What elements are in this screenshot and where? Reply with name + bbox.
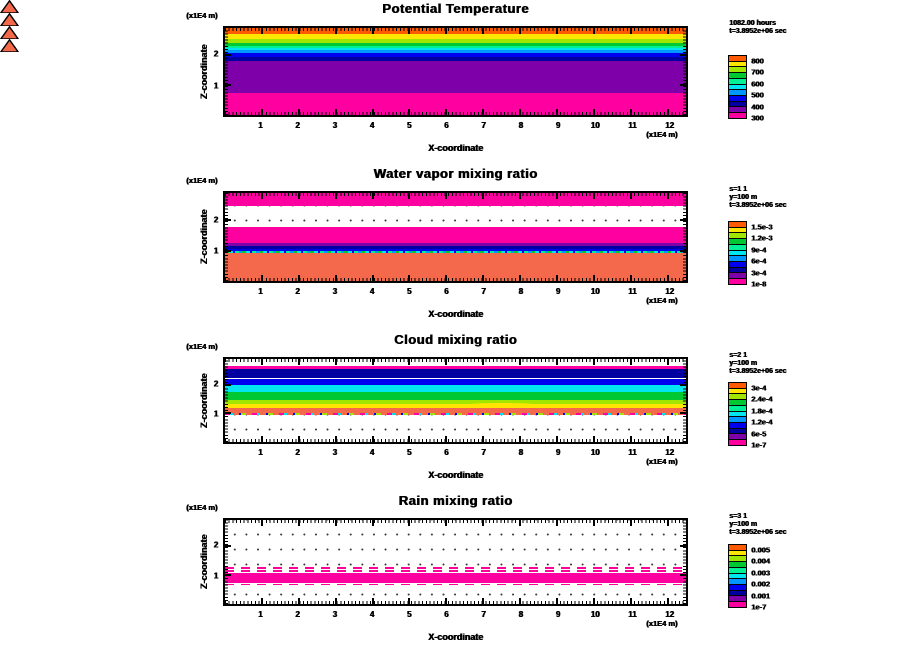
z-major-tick — [225, 250, 231, 252]
plot-title: Rain mixing ratio — [398, 493, 513, 508]
x-major-tick — [408, 520, 410, 526]
x-tick-label: 12 — [664, 287, 674, 296]
plot-frame — [223, 518, 688, 606]
x-tick-label: 5 — [406, 448, 412, 457]
z-major-tick — [225, 384, 231, 386]
x-major-tick — [556, 28, 558, 34]
colorbar — [728, 544, 747, 608]
x-minor-ticks — [225, 112, 686, 115]
z-minor-ticks — [225, 520, 228, 604]
x-major-tick — [482, 193, 484, 199]
x-major-tick — [372, 193, 374, 199]
x-major-tick — [519, 275, 521, 281]
x-major-tick — [667, 598, 669, 604]
colorbar — [728, 55, 747, 119]
x-tick-label: 10 — [590, 448, 600, 457]
x-major-tick — [667, 436, 669, 442]
x-minor-ticks — [225, 28, 686, 31]
x-axis-unit-label: (x1E4 m) — [646, 457, 678, 466]
x-tick-label: 12 — [664, 121, 674, 130]
colorbar-label: 1.2e-3 — [751, 233, 773, 243]
legend-text-line: y=100 m — [729, 360, 757, 367]
x-tick-label: 2 — [295, 448, 300, 457]
x-tick-label: 5 — [406, 610, 412, 619]
colorbar-label: 3e-4 — [751, 383, 767, 393]
x-major-tick — [556, 275, 558, 281]
z-tick-label: 2 — [213, 540, 218, 550]
z-tick-label: 1 — [213, 246, 218, 256]
x-tick-label: 9 — [555, 121, 561, 130]
x-major-tick — [667, 109, 669, 115]
x-major-tick — [667, 28, 669, 34]
z-major-tick — [680, 545, 686, 547]
legend-text-line: s=1 1 — [729, 186, 747, 193]
colorbar-label: 300 — [751, 113, 764, 123]
colorbar-label: 0.001 — [751, 591, 770, 601]
colorbar-label: 2.4e-4 — [751, 394, 773, 404]
x-minor-ticks — [225, 520, 686, 523]
x-tick-label: 11 — [627, 287, 637, 296]
x-major-tick — [298, 359, 300, 365]
x-minor-ticks — [225, 193, 686, 196]
x-major-tick — [556, 520, 558, 526]
x-major-tick — [593, 520, 595, 526]
x-major-tick — [519, 436, 521, 442]
x-minor-ticks — [225, 278, 686, 281]
x-major-tick — [261, 28, 263, 34]
x-tick-label: 7 — [481, 610, 486, 619]
z-axis-label: Z-coordinate — [199, 209, 209, 265]
z-axis-unit-label: (x1E4 m) — [186, 176, 218, 185]
x-major-tick — [593, 193, 595, 199]
colorbar-box — [728, 440, 747, 446]
x-major-tick — [630, 275, 632, 281]
x-major-tick — [445, 520, 447, 526]
x-tick-label: 12 — [664, 610, 674, 619]
plot-frame — [223, 357, 688, 444]
x-major-tick — [261, 275, 263, 281]
x-major-tick — [408, 275, 410, 281]
x-major-tick — [556, 359, 558, 365]
colorbar-label: 700 — [751, 67, 764, 77]
plot-title: Potential Temperature — [382, 1, 529, 16]
z-tick-label: 2 — [213, 379, 218, 389]
x-major-tick — [630, 359, 632, 365]
colorbar-label: 1.5e-3 — [751, 222, 773, 232]
x-minor-ticks — [225, 439, 686, 442]
colorbar — [728, 221, 747, 285]
colorbar-box — [728, 602, 747, 608]
x-major-tick — [593, 359, 595, 365]
x-major-tick — [261, 193, 263, 199]
x-major-tick — [556, 193, 558, 199]
x-major-tick — [667, 275, 669, 281]
z-major-tick — [680, 250, 686, 252]
z-major-tick — [680, 412, 686, 414]
z-major-tick — [225, 412, 231, 414]
x-axis-unit-label: (x1E4 m) — [646, 130, 678, 139]
z-major-tick — [225, 54, 231, 56]
contour-band — [225, 392, 686, 399]
x-tick-label: 8 — [518, 448, 523, 457]
x-major-tick — [482, 598, 484, 604]
x-major-tick — [372, 598, 374, 604]
colorbar-cap-icon — [0, 39, 19, 52]
x-tick-label: 1 — [257, 287, 263, 296]
z-axis-label: Z-coordinate — [199, 534, 209, 590]
x-major-tick — [298, 193, 300, 199]
x-major-tick — [261, 359, 263, 365]
x-major-tick — [519, 193, 521, 199]
colorbar-label: 0.003 — [751, 568, 770, 578]
x-major-tick — [482, 436, 484, 442]
x-major-tick — [261, 520, 263, 526]
x-major-tick — [519, 520, 521, 526]
legend-text-line: t=3.8952e+06 sec — [729, 28, 787, 35]
z-tick-label: 2 — [213, 49, 218, 59]
colorbar-label: 3e-4 — [751, 268, 767, 278]
x-major-tick — [556, 436, 558, 442]
x-tick-label: 7 — [481, 121, 486, 130]
x-axis-label: X-coordinate — [427, 309, 484, 319]
x-tick-label: 6 — [443, 121, 449, 130]
colorbar-label: 6e-4 — [751, 256, 767, 266]
x-major-tick — [408, 436, 410, 442]
x-major-tick — [335, 436, 337, 442]
x-major-tick — [408, 193, 410, 199]
x-tick-label: 2 — [295, 287, 300, 296]
z-major-tick — [225, 219, 231, 221]
plot-title: Cloud mixing ratio — [393, 332, 518, 347]
x-tick-label: 4 — [369, 287, 375, 296]
x-major-tick — [445, 193, 447, 199]
contour-band — [225, 567, 686, 569]
x-major-tick — [482, 359, 484, 365]
colorbar-label: 600 — [751, 79, 764, 89]
contour-band — [225, 253, 686, 281]
x-minor-ticks — [225, 601, 686, 604]
z-minor-ticks — [683, 520, 686, 604]
x-major-tick — [335, 193, 337, 199]
x-major-tick — [372, 275, 374, 281]
x-major-tick — [298, 520, 300, 526]
z-major-tick — [225, 574, 231, 576]
x-major-tick — [593, 109, 595, 115]
x-tick-label: 8 — [518, 121, 523, 130]
x-tick-label: 10 — [590, 121, 600, 130]
colorbar-cap-icon — [0, 13, 19, 26]
legend-text-line: y=100 m — [729, 521, 757, 528]
colorbar — [728, 382, 747, 446]
colorbar-label: 400 — [751, 102, 764, 112]
x-major-tick — [298, 28, 300, 34]
x-major-tick — [519, 598, 521, 604]
x-tick-label: 8 — [518, 287, 523, 296]
legend-text-line: 1082.00 hours — [729, 20, 776, 27]
x-major-tick — [482, 275, 484, 281]
z-major-tick — [225, 84, 231, 86]
x-axis-unit-label: (x1E4 m) — [646, 296, 678, 305]
x-tick-label: 3 — [332, 121, 337, 130]
x-tick-label: 4 — [369, 121, 375, 130]
x-tick-label: 9 — [555, 448, 561, 457]
z-minor-ticks — [683, 28, 686, 115]
legend-text-line: t=3.8952e+06 sec — [729, 529, 787, 536]
x-tick-label: 10 — [590, 287, 600, 296]
x-major-tick — [667, 359, 669, 365]
x-major-tick — [445, 109, 447, 115]
x-tick-label: 11 — [627, 448, 637, 457]
x-major-tick — [630, 436, 632, 442]
x-major-tick — [630, 28, 632, 34]
colorbar-cap-icon — [0, 26, 19, 39]
grid-dots-region — [225, 520, 686, 604]
legend-text-line: t=3.8952e+06 sec — [729, 368, 787, 375]
x-major-tick — [445, 28, 447, 34]
z-tick-label: 2 — [213, 215, 218, 225]
x-major-tick — [372, 520, 374, 526]
colorbar-cap-icon — [0, 0, 19, 13]
z-axis-unit-label: (x1E4 m) — [186, 503, 218, 512]
x-tick-label: 5 — [406, 121, 412, 130]
colorbar-label: 500 — [751, 90, 764, 100]
legend-text-line: t=3.8952e+06 sec — [729, 202, 787, 209]
colorbar-label: 1.2e-4 — [751, 417, 773, 427]
z-major-tick — [680, 384, 686, 386]
x-tick-label: 6 — [443, 610, 449, 619]
x-major-tick — [372, 359, 374, 365]
z-axis-unit-label: (x1E4 m) — [186, 342, 218, 351]
x-tick-label: 10 — [590, 610, 600, 619]
x-major-tick — [482, 28, 484, 34]
x-major-tick — [445, 275, 447, 281]
x-major-tick — [482, 109, 484, 115]
colorbar-label: 1e-7 — [751, 440, 767, 450]
contour-band — [225, 61, 686, 94]
contour-band — [225, 573, 686, 584]
x-tick-label: 4 — [369, 610, 375, 619]
z-major-tick — [225, 545, 231, 547]
x-major-tick — [335, 520, 337, 526]
x-tick-label: 1 — [257, 448, 263, 457]
x-major-tick — [482, 520, 484, 526]
x-tick-label: 3 — [332, 610, 337, 619]
colorbar-label: 9e-4 — [751, 245, 767, 255]
x-major-tick — [630, 520, 632, 526]
colorbar-label: 800 — [751, 56, 764, 66]
z-minor-ticks — [225, 28, 228, 115]
x-major-tick — [593, 275, 595, 281]
x-major-tick — [519, 28, 521, 34]
x-major-tick — [408, 28, 410, 34]
contour-band — [225, 227, 686, 242]
x-major-tick — [556, 598, 558, 604]
x-major-tick — [630, 598, 632, 604]
plot-frame — [223, 191, 688, 283]
colorbar-label: 1.8e-4 — [751, 406, 773, 416]
x-tick-label: 12 — [664, 448, 674, 457]
x-major-tick — [408, 598, 410, 604]
colorbar-label: 1e-8 — [751, 279, 767, 289]
x-major-tick — [298, 436, 300, 442]
z-minor-ticks — [225, 193, 228, 281]
x-minor-ticks — [225, 359, 686, 362]
z-tick-label: 1 — [213, 409, 218, 419]
x-major-tick — [298, 275, 300, 281]
x-tick-label: 1 — [257, 121, 263, 130]
grid-dots-region — [225, 206, 686, 227]
x-major-tick — [372, 28, 374, 34]
contour-patch — [469, 403, 534, 406]
colorbar-box — [728, 279, 747, 285]
x-major-tick — [335, 109, 337, 115]
x-tick-label: 9 — [555, 610, 561, 619]
x-major-tick — [667, 520, 669, 526]
x-tick-label: 11 — [627, 610, 637, 619]
z-major-tick — [680, 54, 686, 56]
colorbar-box — [728, 113, 747, 119]
x-major-tick — [335, 275, 337, 281]
z-tick-label: 1 — [213, 571, 218, 581]
z-axis-unit-label: (x1E4 m) — [186, 11, 218, 20]
z-major-tick — [680, 219, 686, 221]
x-major-tick — [667, 193, 669, 199]
x-major-tick — [298, 598, 300, 604]
x-tick-label: 5 — [406, 287, 412, 296]
x-axis-label: X-coordinate — [427, 470, 484, 480]
z-minor-ticks — [683, 359, 686, 442]
colorbar-label: 0.004 — [751, 556, 770, 566]
x-major-tick — [519, 359, 521, 365]
plot-frame — [223, 26, 688, 117]
x-major-tick — [593, 436, 595, 442]
x-tick-label: 1 — [257, 610, 263, 619]
x-major-tick — [593, 598, 595, 604]
x-tick-label: 6 — [443, 287, 449, 296]
x-major-tick — [445, 598, 447, 604]
x-tick-label: 3 — [332, 448, 337, 457]
x-major-tick — [408, 359, 410, 365]
x-tick-label: 2 — [295, 610, 300, 619]
legend-text-line: s=2 1 — [729, 352, 747, 359]
x-major-tick — [519, 109, 521, 115]
x-major-tick — [372, 109, 374, 115]
x-tick-label: 7 — [481, 448, 486, 457]
x-major-tick — [261, 598, 263, 604]
colorbar-label: 1e-7 — [751, 602, 767, 612]
contour-band — [225, 385, 686, 392]
z-axis-label: Z-coordinate — [199, 373, 209, 428]
x-major-tick — [261, 436, 263, 442]
grid-dots-region — [225, 415, 686, 442]
x-major-tick — [445, 436, 447, 442]
x-major-tick — [630, 193, 632, 199]
contour-band — [225, 369, 686, 379]
x-major-tick — [593, 28, 595, 34]
z-minor-ticks — [683, 193, 686, 281]
x-major-tick — [408, 109, 410, 115]
x-major-tick — [556, 109, 558, 115]
x-tick-label: 9 — [555, 287, 561, 296]
x-tick-label: 2 — [295, 121, 300, 130]
plot-title: Water vapor mixing ratio — [373, 166, 538, 181]
legend-text-line: s=3 1 — [729, 513, 747, 520]
x-axis-unit-label: (x1E4 m) — [646, 619, 678, 628]
z-major-tick — [680, 84, 686, 86]
colorbar-label: 0.002 — [751, 579, 770, 589]
x-major-tick — [298, 109, 300, 115]
x-major-tick — [261, 109, 263, 115]
legend-text-line: y=100 m — [729, 194, 757, 201]
z-tick-label: 1 — [213, 81, 218, 91]
x-major-tick — [372, 436, 374, 442]
x-major-tick — [445, 359, 447, 365]
x-tick-label: 11 — [627, 121, 637, 130]
colorbar-label: 0.005 — [751, 545, 770, 555]
z-axis-label: Z-coordinate — [199, 44, 209, 99]
x-major-tick — [335, 28, 337, 34]
x-major-tick — [630, 109, 632, 115]
contour-band — [225, 584, 686, 586]
x-tick-label: 7 — [481, 287, 486, 296]
x-tick-label: 4 — [369, 448, 375, 457]
z-major-tick — [680, 574, 686, 576]
x-tick-label: 3 — [332, 287, 337, 296]
x-axis-label: X-coordinate — [427, 632, 484, 642]
x-axis-label: X-coordinate — [427, 143, 484, 153]
x-major-tick — [335, 598, 337, 604]
x-tick-label: 6 — [443, 448, 449, 457]
x-tick-label: 8 — [518, 610, 523, 619]
colorbar-label: 6e-5 — [751, 429, 767, 439]
z-minor-ticks — [225, 359, 228, 442]
x-major-tick — [335, 359, 337, 365]
